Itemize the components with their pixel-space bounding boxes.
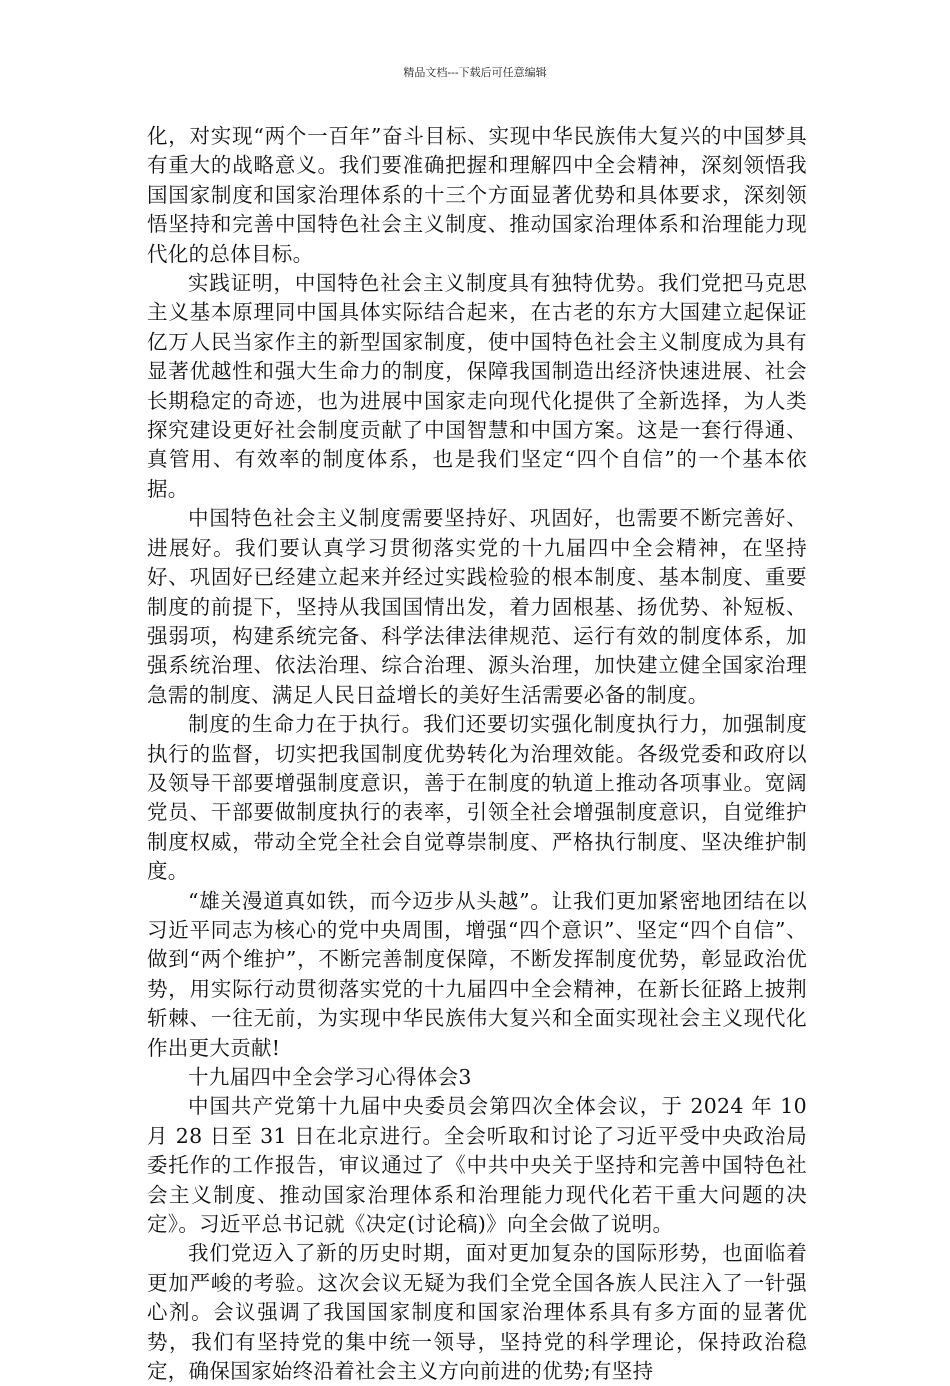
page-header: 精品文档---下载后可任意编辑 (403, 66, 547, 79)
section-heading: 十九届四中全会学习心得体会3 (188, 1065, 472, 1089)
paragraph-continuation: 化，对实现“两个一百年”奋斗目标、实现中华民族伟大复兴的中国梦具有重大的战略意义。我们要准确把握和理解四中全会精神，深刻领悟我国国家制度和国家治理体系的十三个方面显著优势和具体要求，深刻领悟坚持和完善中国特色社会主义制度、推动国家治理体系和治理能力现代化的总体目标。 (147, 124, 807, 266)
document-body (147, 122, 807, 1386)
paragraph: 制度的生命力在于执行。我们还要切实强化制度执行力，加强制度执行的监督，切实把我国制度优势转化为治理效能。各级党委和政府以及领导干部要增强制度意识，善于在制度的轨道上推动各项事业。宽阔党员、干部要做制度执行的表率，引领全社会增强制度意识，自觉维护制度权威，带动全党全社会自觉尊崇制度、严格执行制度、坚决维护制度。 (147, 712, 807, 884)
paragraph: 实践证明，中国特色社会主义制度具有独特优势。我们党把马克思主义基本原理同中国具体实际结合起来，在古老的东方大国建立起保证亿万人民当家作主的新型国家制度，使中国特色社会主义制度成为具有显著优越性和强大生命力的制度，保障我国制造出经济快速进展、社会长期稳定的奇迹，也为进展中国家走向现代化提供了全新选择，为人类探究建设更好社会制度贡献了中国智慧和中国方案。这是一套行得通、真管用、有效率的制度体系，也是我们坚定“四个自信”的一个基本依据。 (147, 271, 807, 501)
paragraph: “雄关漫道真如铁，而今迈步从头越”。让我们更加紧密地团结在以习近平同志为核心的党中央周围，增强“四个意识”、坚定“四个自信”、做到“两个维护”，不断完善制度保障，不断发挥制度优势，彰显政治优势，用实际行动贯彻落实党的十九届四中全会精神，在新长征路上披荆斩棘、一往无前，为实现中华民族伟大复兴和全面实现社会主义现代化作出更大贡献! (147, 888, 807, 1060)
paragraph: 中国特色社会主义制度需要坚持好、巩固好，也需要不断完善好、进展好。我们要认真学习贯彻落实党的十九届四中全会精神，在坚持好、巩固好已经建立起来并经过实践检验的根本制度、基本制度、重要制度的前提下，坚持从我国国情出发，着力固根基、扬优势、补短板、强弱项，构建系统完备、科学法律法律规范、运行有效的制度体系，加强系统治理、依法治理、综合治理、源头治理，加快建立健全国家治理急需的制度、满足人民日益增长的美好生活需要必备的制度。 (147, 506, 807, 707)
paragraph: 中国共产党第十九届中央委员会第四次全体会议，于 2024 年 10 月 28 日至 31 日在北京进行。全会听取和讨论了习近平受中央政治局委托作的工作报告，审议通过了《中共中央关于坚持和完善中国特色社会主义制度、推动国家治理体系和治理能力现代化若干重大问题的决定》。习近平总书记就《决定(讨论稿)》向全会做了说明。 (147, 1094, 807, 1237)
paragraph: 我们党迈入了新的历史时期，面对更加复杂的国际形势，也面临着更加严峻的考验。这次会议无疑为我们全党全国各族人民注入了一针强心剂。会议强调了我国国家制度和国家治理体系具有多方面的显著优势，我们有坚持党的集中统一领导，坚持党的科学理论，保持政治稳定，确保国家始终沿着社会主义方向前进的优势;有坚持 (147, 1241, 807, 1384)
